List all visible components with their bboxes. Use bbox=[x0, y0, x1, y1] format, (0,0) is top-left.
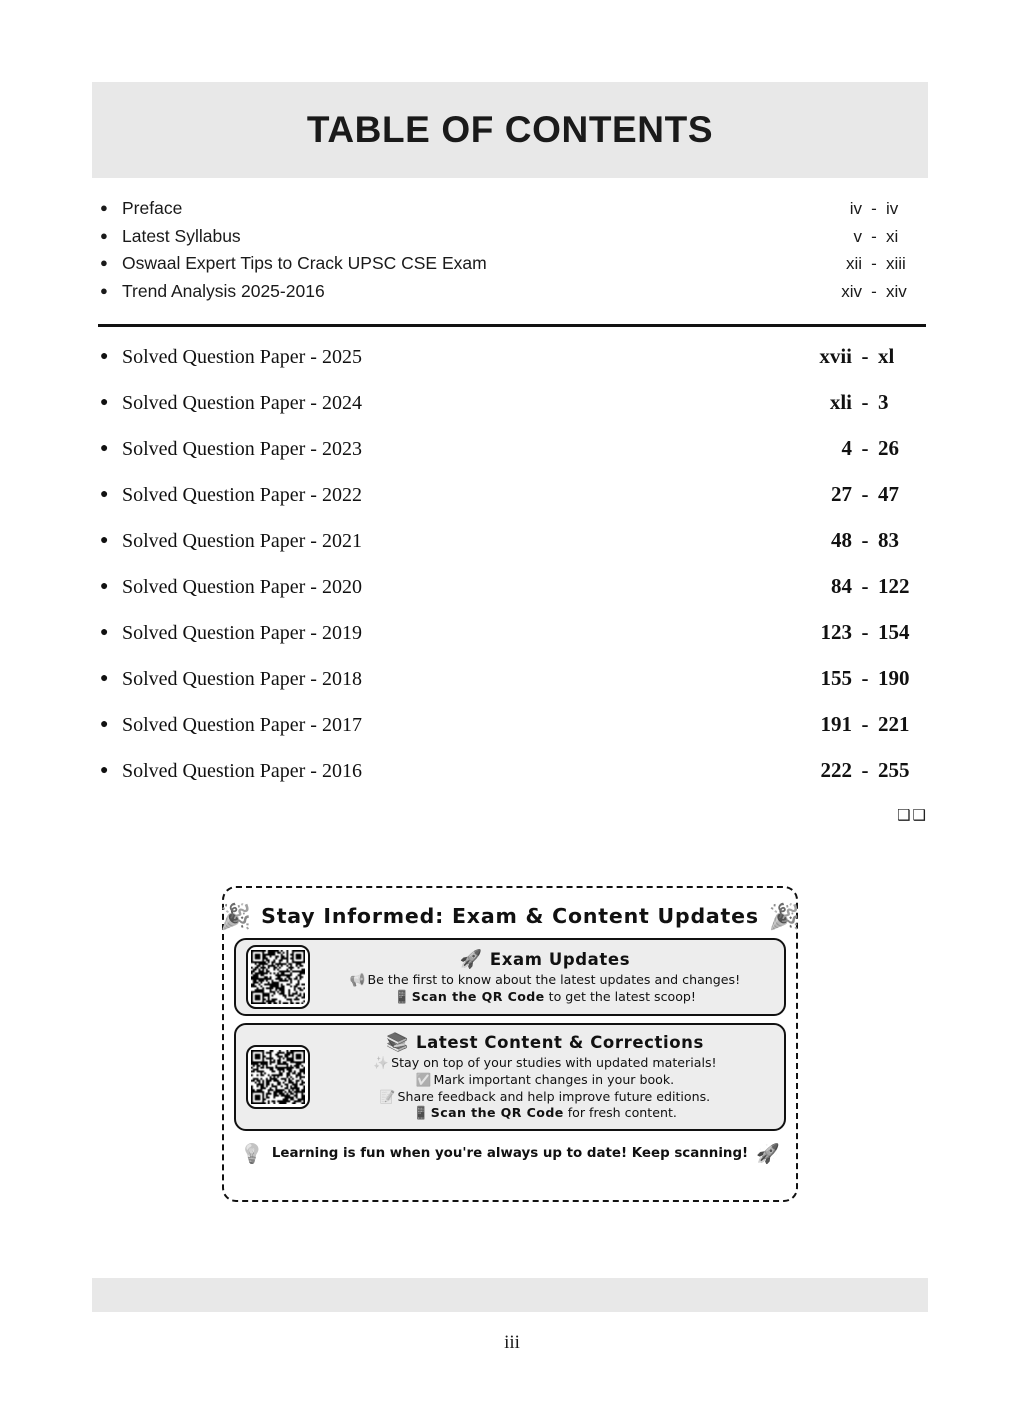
promo-card-line bbox=[316, 1055, 774, 1072]
promo-card-line-bold: Scan the QR Code bbox=[430, 1105, 564, 1121]
bullet-icon: ● bbox=[100, 715, 109, 731]
toc-page-dash: - bbox=[861, 482, 869, 506]
bullet-icon: ● bbox=[100, 200, 108, 215]
promo-card-line-text: Share feedback and help improve future editions. bbox=[397, 1088, 711, 1104]
bullet-icon: ● bbox=[100, 347, 109, 363]
qr-code-exam-updates[interactable] bbox=[246, 945, 310, 1009]
megaphone-icon: 📢 bbox=[349, 971, 366, 987]
toc-row-label: Solved Question Paper - 2022 bbox=[122, 484, 362, 506]
toc-row-label: Solved Question Paper - 2020 bbox=[122, 576, 362, 598]
toc-page-from: xii bbox=[845, 254, 862, 273]
toc-row[interactable] bbox=[92, 758, 930, 804]
toc-row-label: Latest Syllabus bbox=[122, 225, 241, 246]
toc-page-dash: - bbox=[871, 281, 877, 301]
promo-footer-text: Learning is fun when you're always up to date! Keep scanning! bbox=[271, 1145, 749, 1161]
toc-page-dash: - bbox=[861, 620, 869, 644]
party-popper-icon: 🎉 bbox=[768, 901, 801, 931]
toc-page-from: 191 bbox=[820, 712, 852, 736]
qr-code-latest-content[interactable] bbox=[246, 1045, 310, 1109]
toc-row[interactable] bbox=[92, 666, 930, 712]
bullet-icon: ● bbox=[100, 255, 108, 270]
toc-page-to: iv bbox=[886, 199, 899, 218]
bullet-icon: ● bbox=[100, 623, 109, 639]
promo-header bbox=[219, 894, 801, 938]
toc-page-dash: - bbox=[861, 712, 869, 736]
toc-page-to: 190 bbox=[878, 666, 910, 690]
promo-card-line-bold: Scan the QR Code bbox=[411, 988, 545, 1004]
toc-row-label: Solved Question Paper - 2025 bbox=[122, 346, 362, 368]
promo-footer bbox=[234, 1138, 786, 1168]
toc-row[interactable] bbox=[92, 226, 930, 254]
toc-page-to: xl bbox=[878, 344, 895, 368]
toc-page-to: xi bbox=[886, 226, 899, 246]
promo-card-line bbox=[316, 1089, 774, 1106]
toc-page-dash: - bbox=[861, 344, 869, 368]
promo-card-title-text: Exam Updates bbox=[489, 949, 631, 969]
promo-card-line-text: for fresh content. bbox=[563, 1105, 677, 1121]
promo-title: Stay Informed: Exam & Content Updates bbox=[261, 904, 759, 928]
promo-card-title bbox=[316, 1032, 774, 1053]
toc-page-dash: - bbox=[871, 199, 877, 218]
section-divider bbox=[98, 324, 926, 327]
toc-page-from: 4 bbox=[841, 436, 852, 460]
toc-row[interactable] bbox=[92, 436, 930, 482]
promo-card-line bbox=[316, 1105, 774, 1122]
promo-card-body bbox=[316, 1032, 774, 1122]
toc-row[interactable] bbox=[92, 574, 930, 620]
promo-card-exam-updates bbox=[234, 938, 786, 1016]
toc-row-label: Trend Analysis 2025-2016 bbox=[122, 280, 325, 301]
toc-row[interactable] bbox=[92, 390, 930, 436]
toc-row[interactable] bbox=[92, 482, 930, 528]
toc-row-label: Preface bbox=[122, 198, 183, 218]
party-popper-icon: 🎉 bbox=[219, 901, 252, 931]
page-title: TABLE OF CONTENTS bbox=[306, 109, 714, 150]
toc-page-to: 26 bbox=[878, 436, 899, 460]
toc-page-from: 222 bbox=[820, 758, 852, 782]
toc-row[interactable] bbox=[92, 712, 930, 758]
promo-card-line-text: Be the first to know about the latest updates and changes! bbox=[367, 971, 741, 987]
promo-card-line-text: Stay on top of your studies with updated materials! bbox=[391, 1055, 717, 1071]
end-of-list-marker: ❑❑ bbox=[897, 806, 928, 824]
light-bulb-icon: 💡 bbox=[240, 1142, 264, 1165]
bullet-icon: ● bbox=[100, 577, 109, 593]
promo-card-title bbox=[316, 949, 774, 970]
toc-page-from: 155 bbox=[820, 666, 852, 690]
toc-page-from: xvii bbox=[819, 344, 852, 368]
promo-card-line bbox=[316, 972, 774, 989]
toc-page-from: 84 bbox=[831, 574, 852, 598]
toc-row-label: Solved Question Paper - 2024 bbox=[122, 392, 362, 414]
check-box-icon: ✅ bbox=[415, 1071, 432, 1087]
promo-card-line bbox=[316, 989, 774, 1006]
toc-page-to: xiii bbox=[886, 254, 906, 273]
toc-page-dash: - bbox=[861, 574, 869, 598]
toc-page-from: xli bbox=[829, 390, 852, 414]
page-number: iii bbox=[504, 1332, 520, 1353]
toc-page-to: xiv bbox=[886, 281, 907, 301]
toc-page-to: 122 bbox=[878, 574, 910, 598]
toc-row[interactable] bbox=[92, 528, 930, 574]
sparkles-icon: ✨ bbox=[373, 1055, 390, 1071]
contents-list bbox=[92, 344, 930, 804]
toc-page-dash: - bbox=[871, 254, 877, 273]
front-matter-list bbox=[92, 198, 930, 308]
toc-page-to: 255 bbox=[878, 758, 910, 782]
toc-page-dash: - bbox=[861, 390, 869, 414]
bullet-icon: ● bbox=[100, 669, 109, 685]
toc-row[interactable] bbox=[92, 281, 930, 309]
promo-card-title-text: Latest Content & Corrections bbox=[416, 1033, 704, 1053]
mobile-phone-icon: 📱 bbox=[394, 988, 410, 1004]
toc-page-from: xiv bbox=[841, 281, 862, 301]
toc-row-label: Solved Question Paper - 2019 bbox=[122, 622, 362, 644]
toc-page-to: 3 bbox=[878, 390, 889, 414]
toc-page-from: 48 bbox=[831, 528, 852, 552]
page-footer-band bbox=[92, 1278, 928, 1312]
page-header-band bbox=[92, 82, 928, 178]
books-icon: 📚 bbox=[386, 1032, 410, 1054]
toc-row-label: Solved Question Paper - 2016 bbox=[122, 760, 362, 782]
bullet-icon: ● bbox=[100, 531, 109, 547]
toc-page-to: 154 bbox=[878, 620, 910, 644]
bullet-icon: ● bbox=[100, 282, 108, 298]
toc-row-label: Solved Question Paper - 2023 bbox=[122, 438, 362, 460]
promo-card-line-text: Mark important changes in your book. bbox=[433, 1071, 675, 1087]
rocket-icon: 🚀 bbox=[459, 948, 483, 970]
toc-row-label: Solved Question Paper - 2017 bbox=[122, 714, 362, 736]
toc-page-dash: - bbox=[861, 436, 869, 460]
toc-row[interactable] bbox=[92, 344, 930, 390]
mobile-phone-icon: 📱 bbox=[413, 1105, 429, 1121]
toc-row[interactable] bbox=[92, 620, 930, 666]
memo-icon: 📝 bbox=[379, 1088, 396, 1104]
toc-page-dash: - bbox=[861, 666, 869, 690]
promo-card-line-text: to get the latest scoop! bbox=[544, 988, 696, 1004]
toc-page-from: 27 bbox=[831, 482, 852, 506]
toc-page-dash: - bbox=[861, 528, 869, 552]
rocket-icon: 🚀 bbox=[756, 1142, 780, 1165]
promo-card-body bbox=[316, 949, 774, 1005]
promo-card-latest-content bbox=[234, 1023, 786, 1131]
toc-row-label: Solved Question Paper - 2018 bbox=[122, 668, 362, 690]
toc-page-from: iv bbox=[849, 199, 862, 218]
toc-page-to: 221 bbox=[878, 712, 910, 736]
toc-page-from: v bbox=[853, 226, 862, 246]
toc-row[interactable] bbox=[92, 198, 930, 226]
bullet-icon: ● bbox=[100, 485, 109, 501]
toc-row-label: Oswaal Expert Tips to Crack UPSC CSE Exam bbox=[122, 253, 487, 273]
promo-box bbox=[219, 886, 801, 1202]
toc-page-dash: - bbox=[871, 226, 877, 246]
toc-row-label: Solved Question Paper - 2021 bbox=[122, 530, 362, 552]
bullet-icon: ● bbox=[100, 393, 109, 409]
toc-page-to: 83 bbox=[878, 528, 899, 552]
promo-card-line bbox=[316, 1072, 774, 1089]
bullet-icon: ● bbox=[100, 761, 109, 777]
bullet-icon: ● bbox=[100, 439, 109, 455]
toc-page-from: 123 bbox=[820, 620, 852, 644]
bullet-icon: ● bbox=[100, 227, 108, 243]
toc-row[interactable] bbox=[92, 253, 930, 281]
toc-page-dash: - bbox=[861, 758, 869, 782]
toc-page-to: 47 bbox=[878, 482, 899, 506]
